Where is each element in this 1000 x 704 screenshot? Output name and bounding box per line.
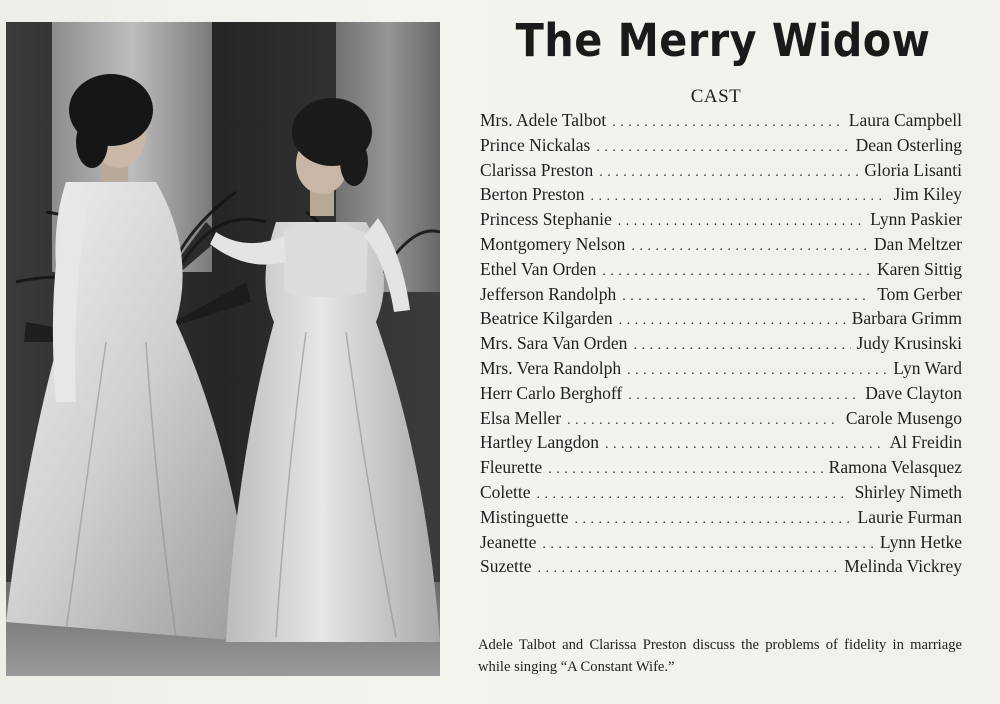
cast-row (480, 333, 962, 358)
cast-role: Montgomery Nelson (480, 233, 626, 254)
cast-row (480, 408, 962, 433)
leader-dots (574, 512, 851, 528)
cast-role: Suzette (480, 556, 532, 577)
cast-role: Berton Preston (480, 184, 585, 205)
cast-heading: CAST (690, 86, 742, 107)
cast-actor: Lyn Ward (893, 357, 962, 378)
cast-role: Mrs. Adele Talbot (480, 110, 607, 130)
cast-row (480, 556, 962, 581)
leader-dots (542, 537, 874, 553)
leader-dots (631, 239, 868, 255)
cast-row (480, 507, 962, 532)
cast-role: Hartley Langdon (480, 432, 600, 453)
cast-actor: Lynn Paskier (870, 209, 962, 230)
cast-actor: Gloria Lisanti (864, 159, 962, 180)
cast-role: Prince Nickalas (480, 134, 591, 155)
leader-dots (627, 363, 887, 379)
cast-actor: Melinda Vickrey (844, 556, 962, 577)
leader-dots (596, 140, 849, 156)
cast-actor: Tom Gerber (877, 283, 962, 304)
cast-row (480, 432, 962, 457)
leader-dots (618, 214, 864, 230)
cast-actor: Shirley Nimeth (854, 481, 962, 502)
cast-role: Herr Carlo Berghoff (480, 382, 623, 403)
leader-dots (591, 189, 888, 205)
leader-dots (567, 413, 840, 429)
cast-actor: Dave Clayton (865, 382, 962, 403)
cast-row (480, 457, 962, 482)
leader-dots (599, 165, 858, 181)
cast-actor: Laura Campbell (848, 110, 962, 130)
cast-role: Jeanette (480, 531, 537, 552)
cast-row (480, 160, 962, 185)
cast-actor: Barbara Grimm (851, 308, 962, 329)
cast-row (480, 482, 962, 507)
cast-role: Mrs. Vera Randolph (480, 357, 622, 378)
cast-actor: Karen Sittig (876, 258, 962, 279)
photo-caption: Adele Talbot and Clarissa Preston discuss the problems of fidelity in marriage while singing “A Constant Wife.” (478, 637, 962, 675)
cast-row (480, 184, 962, 209)
cast-actor: Dan Meltzer (874, 233, 962, 254)
cast-row (480, 259, 962, 284)
cast-role: Mrs. Sara Van Orden (480, 333, 628, 354)
leader-dots (633, 338, 850, 354)
cast-role: Jefferson Randolph (480, 283, 617, 304)
cast-row (480, 532, 962, 557)
leader-dots (612, 115, 842, 131)
cast-role: Princess Stephanie (480, 209, 612, 230)
leader-dots (622, 289, 871, 305)
cast-row (480, 234, 962, 259)
cast-actor: Al Freidin (889, 432, 962, 453)
cast-row (480, 284, 962, 309)
cast-actor: Jim Kiley (893, 184, 962, 205)
cast-role: Fleurette (480, 457, 543, 478)
cast-row (480, 308, 962, 333)
cast-role: Mistinguette (480, 506, 569, 527)
leader-dots (602, 264, 871, 280)
photograph-illustration (6, 22, 440, 676)
leader-dots (538, 561, 839, 577)
leader-dots (537, 487, 849, 503)
page-title: The Merry Widow (515, 14, 931, 67)
leader-dots (628, 388, 859, 404)
cast-actor: Lynn Hetke (879, 531, 962, 552)
cast-row (480, 209, 962, 234)
leader-dots (619, 313, 846, 329)
cast-row (480, 358, 962, 383)
cast-role: Colette (480, 481, 531, 502)
cast-role: Beatrice Kilgarden (480, 308, 613, 329)
stage-photograph (6, 22, 440, 676)
cast-actor: Dean Osterling (855, 134, 962, 155)
cast-row (480, 110, 962, 135)
cast-actor: Judy Krusinski (856, 333, 962, 354)
cast-actor: Carole Musengo (845, 407, 962, 428)
cast-actor: Laurie Furman (857, 506, 962, 527)
leader-dots (548, 462, 822, 478)
cast-row (480, 135, 962, 160)
cast-actor: Ramona Velasquez (828, 457, 962, 478)
leader-dots (605, 437, 884, 453)
cast-role: Elsa Meller (480, 407, 562, 428)
cast-role: Clarissa Preston (480, 159, 594, 180)
cast-role: Ethel Van Orden (480, 258, 597, 279)
cast-row (480, 383, 962, 408)
cast-list (480, 110, 962, 581)
